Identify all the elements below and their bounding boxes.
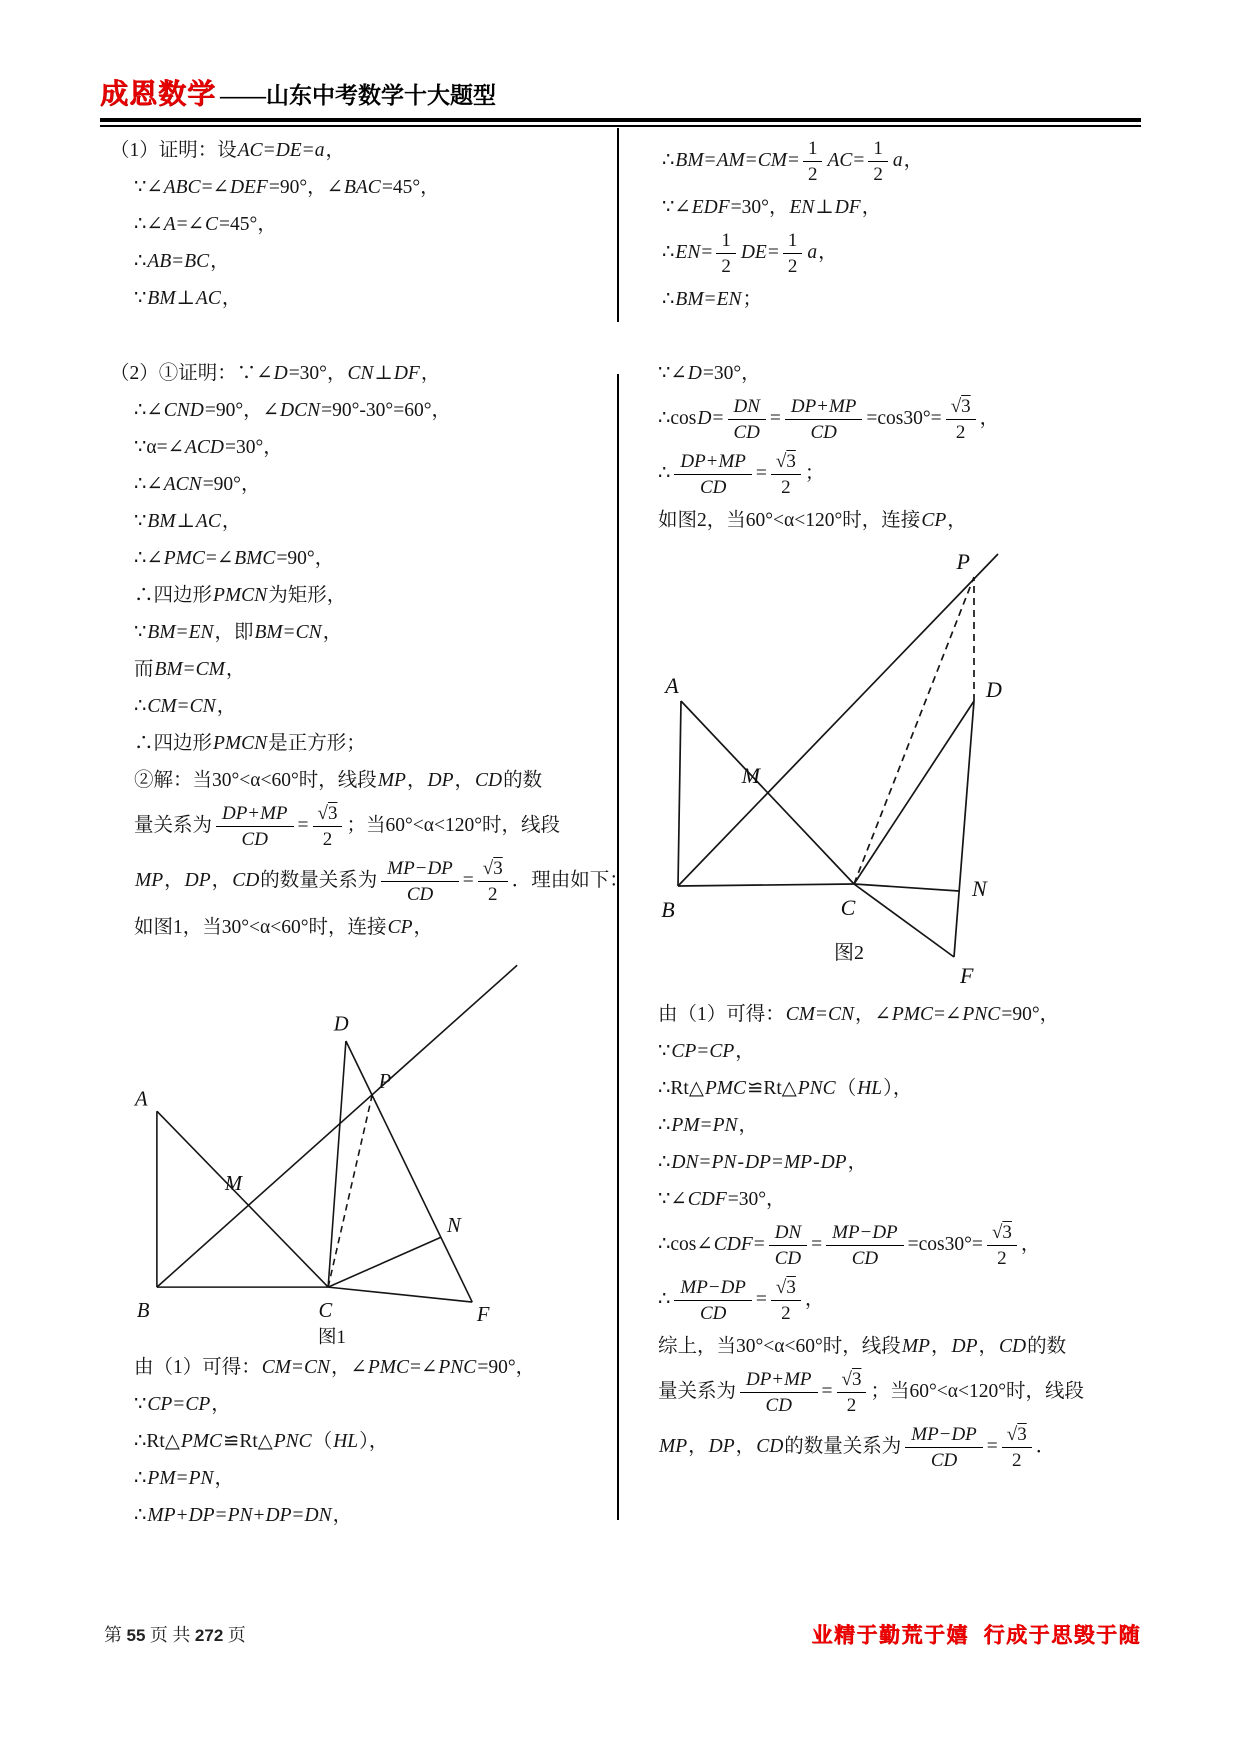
proof-line: ∵∠D=30°，	[658, 363, 761, 384]
proof-line: 如图1，当30°<α<60°时，连接CP，	[134, 917, 433, 938]
proof-line: ∴cosD= $\frac{DN}{CD}$ = $\frac{DP+MP}{CD}$ =cos30°= $\frac{√3}{2}$ ，	[658, 396, 1000, 443]
proof-line: （2）①证明：∵∠D=30°，CN⊥DF，	[110, 363, 441, 384]
fig1-label-P: P	[378, 1070, 392, 1093]
fig2-label-M: M	[741, 763, 760, 788]
proof-line: 量关系为 $\frac{DP+MP}{CD}$ = $\frac{√3}{2}$ ；当60°<α<120°时，线段	[658, 1369, 1084, 1416]
proof-line: ∵∠CDF=30°，	[658, 1189, 786, 1210]
fig1-segment-CN	[328, 1238, 440, 1288]
proof-line: ∵∠ABC=∠DEF=90°，∠BAC=45°，	[134, 177, 440, 198]
fig1-segment-DF	[346, 1041, 472, 1302]
fig1-label-C: C	[318, 1300, 333, 1323]
proof-line: ∵BM⊥AC，	[134, 511, 242, 532]
proof-line: ∴AB=BC，	[134, 251, 230, 272]
proof-line: 而BM=CM，	[134, 659, 246, 680]
fig1-label-M: M	[224, 1172, 243, 1195]
fig2-segment-BC	[678, 884, 854, 886]
proof-line: ∴四边形PMCN是正方形；	[134, 733, 366, 754]
proof-line: 量关系为 $\frac{DP+MP}{CD}$ = $\frac{√3}{2}$ ；当60°<α<120°时，线段	[134, 803, 560, 850]
part2-right-text-after-figure	[658, 996, 1150, 1475]
fig2-dashed-CP	[854, 577, 974, 884]
fig2-label-F: F	[960, 963, 974, 988]
header	[100, 72, 496, 112]
proof-part1-left-column	[110, 132, 634, 317]
page-footer-left	[104, 1621, 246, 1647]
proof-line: 由（1）可得：CM=CN，∠PMC=∠PNC=90°，	[134, 1357, 536, 1378]
header-rule-thick	[100, 118, 1141, 122]
proof-line: ∴四边形PMCN为矩形，	[134, 585, 347, 606]
footer-page-number: 55	[126, 1626, 146, 1645]
proof-line: ∵∠EDF=30°，EN⊥DF，	[662, 197, 882, 218]
part2-left-text-before-figure	[110, 355, 639, 946]
proof-part2-left-column	[110, 355, 639, 1534]
proof-line: ∴∠ACN=90°，	[134, 474, 261, 495]
proof-line: MP，DP，CD的数量关系为 $\frac{MP-DP}{CD}$ = $\frac{√3}{2}$ ．	[659, 1424, 1056, 1471]
proof-line: （1）证明：设AC=DE=a，	[110, 140, 345, 161]
fig2-label-N: N	[972, 876, 987, 901]
fig1-label-B: B	[136, 1300, 150, 1323]
header-rule-thin	[100, 125, 1141, 127]
fig1-segment-CF	[328, 1287, 472, 1302]
proof-line: ∴PM=PN，	[134, 1468, 235, 1489]
fig2-segment-CN	[854, 884, 959, 891]
fig2-label-B: B	[661, 897, 675, 922]
proof-line: ∴DN=PN-DP=MP-DP，	[658, 1152, 868, 1173]
fig2-segment-CF	[854, 884, 954, 957]
proof-line: ∴Rt△PMC≌Rt△PNC（HL），	[658, 1078, 913, 1099]
proof-line: ②解：当30°<α<60°时，线段MP，DP，CD的数	[134, 770, 543, 791]
header-subtitle: ——山东中考数学十大题型	[220, 83, 497, 108]
proof-line: ∴ $\frac{DP+MP}{CD}$ = $\frac{√3}{2}$ ；	[658, 451, 825, 498]
proof-line: ∴∠PMC=∠BMC=90°，	[134, 548, 335, 569]
proof-line: 综上，当30°<α<60°时，线段MP，DP，CD的数	[658, 1336, 1067, 1357]
proof-part2-right-column	[642, 355, 1150, 1475]
fig2-label-A: A	[665, 673, 679, 698]
part2-left-text-after-figure	[134, 1349, 639, 1534]
proof-line: ∴BM=AM=CM= $\frac{1}{2}$ AC= $\frac{1}{2}$ a，	[662, 138, 924, 185]
fig2-segment-CD	[854, 701, 974, 884]
footer-page-label: 第	[104, 1625, 127, 1645]
fig1-label-D: D	[333, 1013, 349, 1036]
proof-line: ∴Rt△PMC≌Rt△PNC（HL），	[134, 1431, 389, 1452]
fig2-label-C: C	[840, 895, 856, 920]
proof-line: ∵CP=CP，	[658, 1041, 755, 1062]
figure-2	[596, 549, 1126, 994]
fig1-label-A: A	[134, 1088, 148, 1111]
brand-logo: 成恩数学	[100, 78, 217, 109]
proof-line: 如图2，当60°<α<120°时，连接CP，	[658, 510, 967, 531]
fig1-segment-AC	[157, 1111, 328, 1287]
proof-line: ∴cos∠CDF= $\frac{DN}{CD}$ = $\frac{MP-DP}{CD}$ =cos30°= $\frac{√3}{2}$ ，	[658, 1222, 1041, 1269]
proof-line: ∴ $\frac{MP-DP}{CD}$ = $\frac{√3}{2}$ ，	[658, 1277, 825, 1324]
proof-line: ∴PM=PN，	[658, 1115, 759, 1136]
proof-line: ∵BM=EN，即BM=CN，	[134, 622, 343, 643]
proof-line: ∴∠A=∠C=45°，	[134, 214, 277, 235]
figure-1	[110, 954, 550, 1347]
proof-line: ∴BM=EN；	[662, 289, 763, 310]
fig2-label-P: P	[956, 549, 970, 574]
proof-line: ∵α=∠ACD=30°，	[134, 437, 283, 458]
footer-page-label-mid: 页 共	[145, 1625, 195, 1645]
fig2-label-D: D	[986, 677, 1002, 702]
proof-line: ∴∠CND=90°，∠DCN=90°-30°=60°，	[134, 400, 451, 421]
fig1-label-N: N	[446, 1214, 461, 1237]
footer-page-total: 272	[194, 1626, 224, 1645]
proof-line: ∴CM=CN，	[134, 696, 237, 717]
fig2-ray-BMP	[678, 554, 998, 886]
proof-line: ∵BM⊥AC，	[134, 288, 242, 309]
fig2-segment-AB	[678, 701, 681, 886]
proof-line: ∴EN= $\frac{1}{2}$ DE= $\frac{1}{2}$ a，	[662, 230, 838, 277]
fig2-caption: 图2	[834, 942, 864, 964]
proof-line: ∵CP=CP，	[134, 1394, 231, 1415]
proof-line: ∴MP+DP=PN+DP=DN，	[134, 1505, 353, 1526]
fig1-label-F: F	[476, 1303, 490, 1326]
part2-right-text-before-figure	[658, 355, 1150, 539]
fig1-caption: 图1	[317, 1327, 346, 1347]
fig2-segment-DF	[954, 701, 974, 957]
footer-slogan: 业精于勤荒于嬉 行成于思毁于随	[811, 1624, 1141, 1647]
proof-line: MP，DP，CD的数量关系为 $\frac{MP-DP}{CD}$ = $\frac{√3}{2}$ ．理由如下：	[135, 858, 629, 905]
proof-line: 由（1）可得：CM=CN，∠PMC=∠PNC=90°，	[658, 1004, 1060, 1025]
footer-page-label-right: 页	[223, 1625, 246, 1645]
proof-part1-right-column	[642, 134, 1152, 318]
